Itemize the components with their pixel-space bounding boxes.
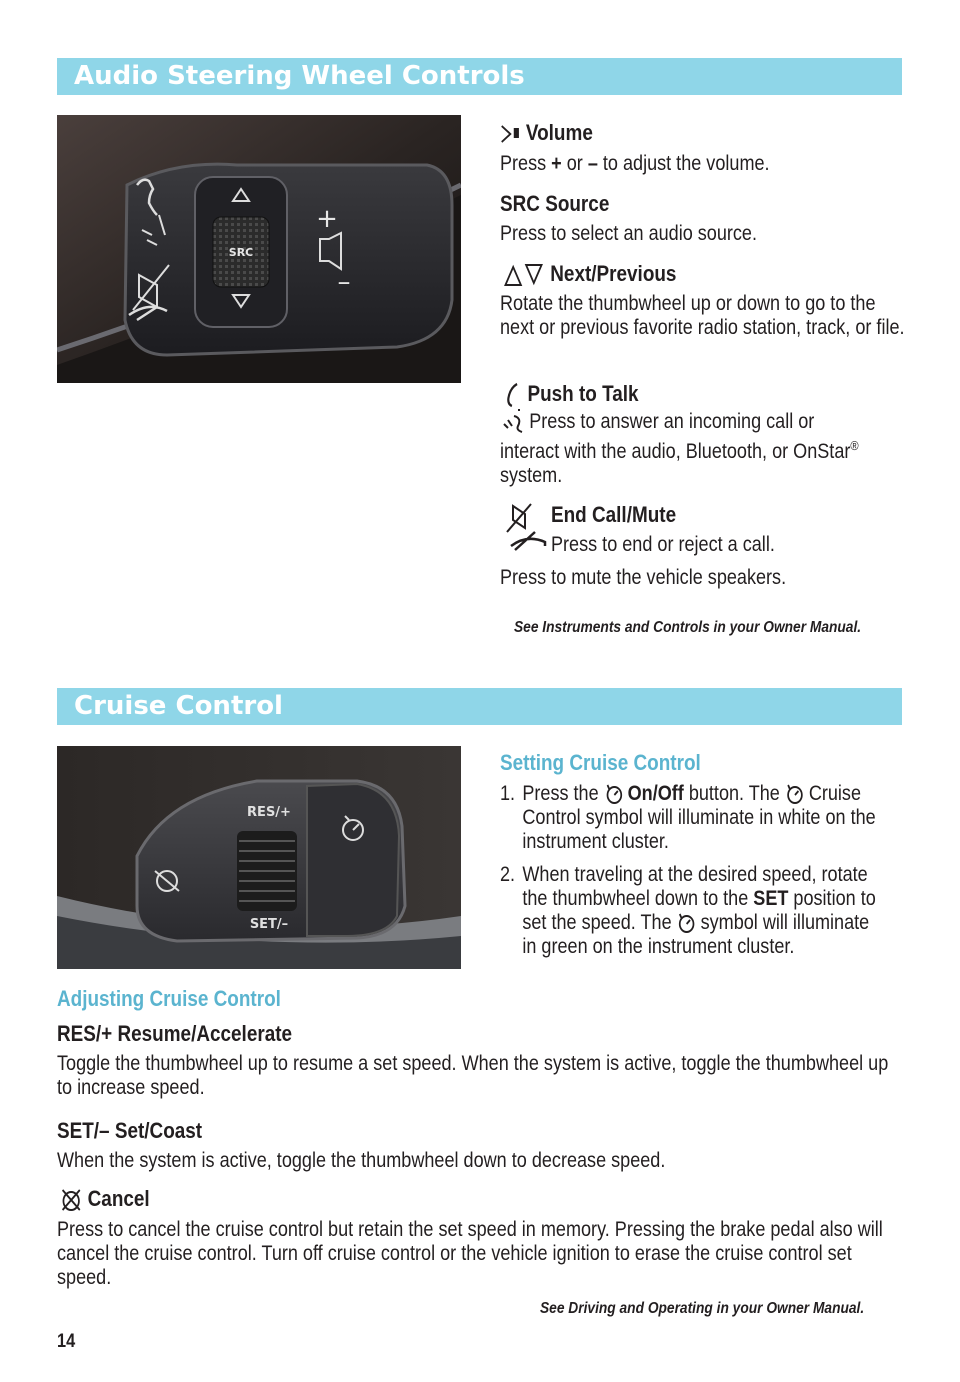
end-call-desc: Press to end or reject a call. [551,533,775,556]
phone-icon [505,382,522,408]
end-call-mute-icon [505,502,551,552]
end-call-mute-title: End Call/Mute [551,502,677,527]
volume-icon [500,124,521,144]
cruise-icon [604,783,623,805]
push-to-talk-desc: Press to answer an incoming call or interact with the audio, Bluetooth, or OnStar® system. [500,410,859,487]
audio-controls-photo [57,115,461,383]
setting-step-2: 2. When traveling at the desired speed, rotate the thumbwheel down to the SET position to set the speed. The symbol will illuminate in green on the instrument cluster. [500,863,876,958]
next-previous-title: Next/Previous [550,261,677,286]
src-desc: Press to select an audio source. [500,222,758,245]
cancel-icon [60,1187,82,1213]
next-previous-desc: Rotate the thumbwheel up or down to go to the next or previous favorite radio station, track, or file. [500,292,905,339]
setting-step-1: 1. Press the On/Off button. The Cruise Control symbol will illuminate in white on the instrument cluster. [500,782,876,853]
set-title: SET/– Set/Coast [57,1118,203,1143]
adjusting-cruise-title: Adjusting Cruise Control [57,986,281,1011]
driving-note: See Driving and Operating in your Owner Manual. [540,1300,865,1317]
res-desc: Toggle the thumbwheel up to resume a set speed. When the system is active, toggle the thumbwheel up to increase speed. [57,1052,889,1099]
volume-item [500,121,593,145]
src-title: SRC Source [500,191,610,216]
audio-controls-header: Audio Steering Wheel Controls [57,58,902,95]
cruise-icon [785,783,804,805]
setting-cruise-title: Setting Cruise Control [500,750,701,775]
page-number: 14 [57,1331,76,1352]
volume-desc: Press + or – to adjust the volume. [500,152,770,175]
svg-text:RES/+: RES/+ [247,805,291,820]
svg-text:–: – [337,267,351,297]
cruise-control-photo [57,746,461,969]
next-previous-icon [502,263,545,287]
instruments-note: See Instruments and Controls in your Owner Manual. [514,619,862,636]
next-previous-item [502,262,676,287]
set-desc: When the system is active, toggle the thumbwheel down to decrease speed. [57,1149,666,1172]
svg-text:SRC: SRC [228,246,254,259]
cancel-desc: Press to cancel the cruise control but retain the set speed in memory. Pressing the brake pedal also will cancel the cruise control. Turn off cruise control or the vehicle ignition to erase the cruise control set speed. [57,1218,883,1289]
volume-title: Volume [525,120,593,145]
res-title: RES/+ Resume/Accelerate [57,1021,293,1046]
push-to-talk-title: Push to Talk [527,381,639,406]
svg-text:SET/–: SET/– [249,917,289,932]
mute-desc: Press to mute the vehicle speakers. [500,566,787,589]
svg-text:+: + [316,204,338,234]
cruise-icon [677,912,696,934]
push-to-talk-item [505,382,639,408]
cancel-item [60,1187,150,1213]
cruise-control-header: Cruise Control [57,688,902,725]
cancel-title: Cancel [87,1186,150,1211]
